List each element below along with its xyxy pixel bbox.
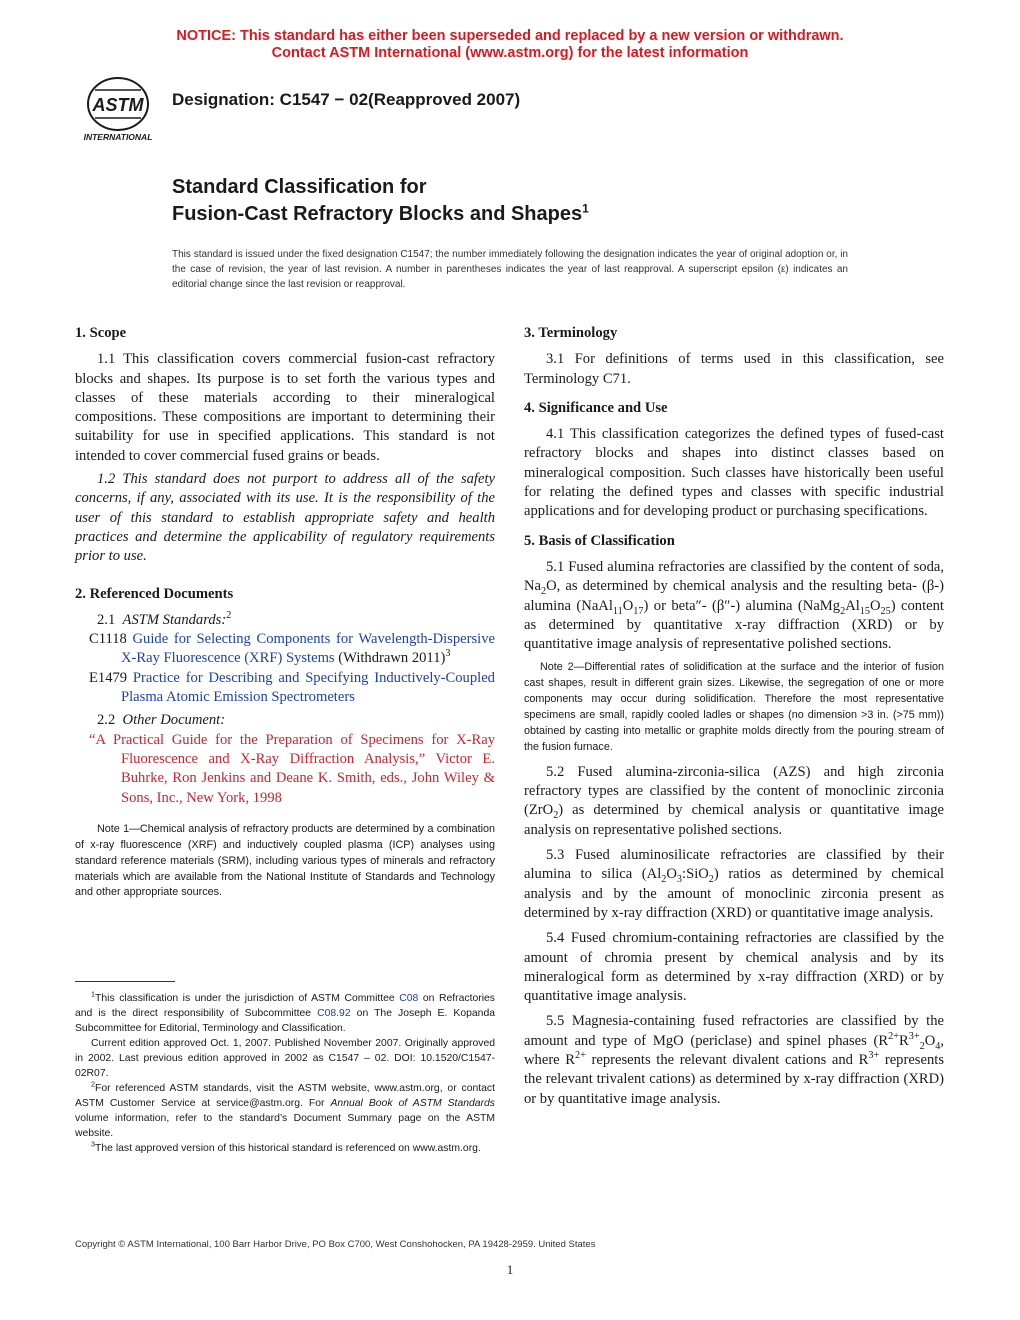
footnote-divider <box>75 981 175 982</box>
logo-text: ASTM <box>92 95 144 115</box>
copyright-line: Copyright © ASTM International, 100 Barr Harbor Drive, PO Box C700, West Conshohocken, PA 19428-2959. United States <box>75 1239 596 1250</box>
document-title <box>172 174 589 228</box>
title-footnote-mark[interactable]: 1 <box>582 201 589 216</box>
ref-c1118: C1118 Guide for Selecting Components for Wavelength-Dispersive X-Ray Fluorescence (XRF) Systems (Withdrawn 2011)$^3$ <box>89 631 495 667</box>
page-number: 1 <box>506 1262 514 1277</box>
withdrawn-notice <box>0 28 1020 62</box>
para-2-1: 2.1 ASTM Standards:$^2$ <box>97 610 232 628</box>
footnote-2: $^2$For referenced ASTM standards, visit the ASTM website, www.astm.org, or contact ASTM Customer Service at service@astm.org. For Annual Book of ASTM Standards volume information, refer to the standard’s Document Summary page on the ASTM website. <box>75 1079 495 1139</box>
para-5-1: 5.1 Fused alumina refractories are classified by the content of soda, $Na_2O$, as determined by chemical analysis and the resulting beta- (β-) alumina $(NaAl_{11}O_{17})$ or beta″- (β″-) alumina $(NaMg_2Al_{15}O_{25})$ content as determined by quantitative x-ray diffraction (XRD) or by quantitative image analysis of representative polished sections. <box>524 558 944 653</box>
note-2: Note 2—Differential rates of solidification at the surface and the interior of fusion cast shapes, result in different grain sizes. Likewise, the segregation of one or more components may occur during solidification. Therefore the most representative specimens are small, rapidly cooled ladles or shapes (no dimension >3 in. (>75 mm)) obtained by casting into metallic or graphite molds directly from the pouring stream of the fusion furnace. <box>524 661 944 753</box>
subcommittee-c0892-link[interactable]: C08.92 <box>317 1008 351 1019</box>
notice-line-2: Contact ASTM International (www.astm.org) for the latest information <box>271 45 749 61</box>
para-5-4: 5.4 Fused chromium-containing refractories are classified by the amount of chromia present by chemical analysis and by its mineralogical form as determined by x-ray diffraction (XRD) or by quantitative image analysis. <box>524 930 944 1005</box>
logo-subtext: INTERNATIONAL <box>83 132 153 142</box>
title-line-1: Standard Classification for <box>172 176 427 198</box>
notice-line-1: NOTICE: This standard has either been superseded and replaced by a new version or withdrawn. <box>176 28 844 44</box>
section-3-heading: 3. Terminology <box>524 325 618 341</box>
footnote-3: $^3$The last approved version of this historical standard is referenced on www.astm.org. <box>91 1139 481 1154</box>
para-1-2: 1.2 This standard does not purport to address all of the safety concerns, if any, associated with its use. It is the responsibility of the user of this standard to establish appropriate safety and health practices and determine the applicability of regulatory requirements prior to use. <box>75 471 495 565</box>
c1118-link[interactable]: Guide for Selecting Components for Wavelength-Dispersive X-Ray Fluorescence (XRF) Systems <box>121 631 495 667</box>
para-4-1: 4.1 This classification categorizes the defined types of fused-cast refractory blocks and shapes into distinct classes based on mineralogical composition. Such classes have historically been useful for relating the defined types and classes with specific industrial applications and for developing product or purchasing specifications. <box>524 426 944 520</box>
e1479-link[interactable]: Practice for Describing and Specifying Inductively-Coupled Plasma Atomic Emission Spectrometers <box>121 669 495 706</box>
issued-note: This standard is issued under the fixed designation C1547; the number immediately following the designation indicates the year of original adoption or, in the case of revision, the year of last revision. A number in parentheses indicates the year of last reapproval. A superscript epsilon (ε) indicates an editorial change since the last revision or reapproval. <box>172 249 848 290</box>
right-column <box>524 324 944 1109</box>
para-5-2: 5.2 Fused alumina-zirconia-silica (AZS) and high zirconia refractory types are classified by the content of monoclinic zirconia (ZrO$_2$) as determined by chemical analysis or quantitative image analysis on representative polished sections. <box>524 763 944 838</box>
section-5-heading: 5. Basis of Classification <box>524 532 675 549</box>
footnote-1: $^1$This classification is under the jurisdiction of ASTM Committee C08 on Refractories and is the direct responsibility of Subcommittee C08.92 on The Joseph E. Kopanda Subcommittee for Editorial, Terminology and Classification. <box>75 989 496 1034</box>
section-4-heading: 4. Significance and Use <box>524 399 668 416</box>
left-column <box>75 324 495 901</box>
para-5-3: 5.3 Fused aluminosilicate refractories are classified by their alumina to silica $(Al_2O_3:SiO_2)$ ratios as determined by chemical analysis and by the amount of monoclinic zirconia present as determined by x-ray diffraction (XRD) or quantitative image analysis. <box>524 847 944 921</box>
title-line-2: Fusion-Cast Refractory Blocks and Shapes$^1$ <box>172 201 589 225</box>
designation: Designation: C1547 − 02(Reapproved 2007) <box>172 90 521 109</box>
ref-e1479: E1479 Practice for Describing and Specifying Inductively-Coupled Plasma Atomic Emission Spectrometers <box>89 669 495 706</box>
section-2-heading: 2. Referenced Documents <box>75 585 234 602</box>
other-document-ref[interactable]: “A Practical Guide for the Preparation of Specimens for X-Ray Fluorescence and X-Ray Diffraction Analysis,” Victor E. Buhrke, Ron Jenkins and Deane K. Smith, eds., John Wiley & Sons, Inc., New York, 1998 <box>89 731 495 806</box>
astm-logo <box>75 76 161 144</box>
astm-logo-icon <box>75 76 161 144</box>
footnotes <box>75 991 495 1156</box>
section-1-heading: 1. Scope <box>75 325 127 341</box>
para-2-2: 2.2 Other Document: <box>97 712 226 729</box>
para-3-1: 3.1 For definitions of terms used in this classification, see Terminology C71. <box>524 351 944 387</box>
para-1-1: 1.1 This classification covers commercial fusion-cast refractory blocks and shapes. Its purpose is to set forth the various types and classes of these materials according to their mineralogical compositions. These compositions are important to determining their suitability for use in specified applications. This standard is not intended to cover commercial fused grains or beads. <box>75 351 495 464</box>
footnote-1-edition: Current edition approved Oct. 1, 2007. Published November 2007. Originally approved in 2002. Last previous edition approved in 2002 as C1547 – 02. DOI: 10.1520/C1547-02R07. <box>75 1038 495 1079</box>
note-1: Note 1—Chemical analysis of refractory products are determined by a combination of x-ray fluorescence (XRF) and inductively coupled plasma (ICP) analyses using standard reference materials (SRM), including various types of minerals and refractory materials which are available from the National Institute of Standards and Technology and other appropriate sources. <box>75 822 495 899</box>
para-5-5: 5.5 Magnesia-containing fused refractories are classified by the amount and type of MgO (periclase) and spinel phases ($R^{2+}R^{3+}_2O_4$, where $R^{2+}$ represents the relevant divalent cations and $R^{3+}$ represents the relevant trivalent cations) as determined by x-ray diffraction (XRD) or by quantitative image analysis. <box>524 1013 944 1107</box>
committee-c08-link[interactable]: C08 <box>399 993 419 1004</box>
